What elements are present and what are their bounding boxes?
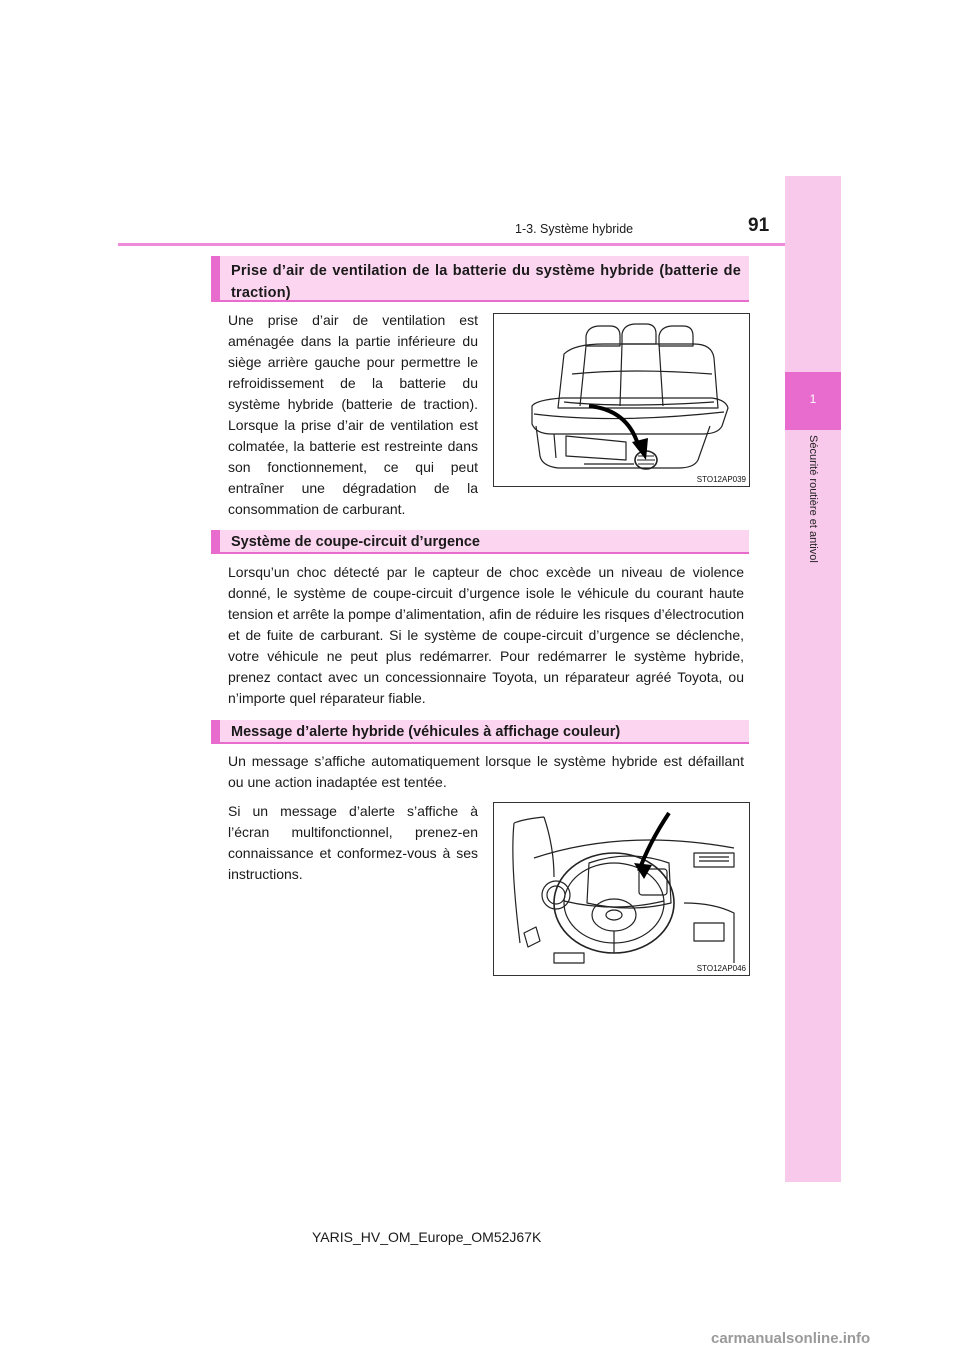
section-title: 1-3. Système hybride <box>515 222 634 236</box>
paragraph-hybrid-warning-1: Un message s’affiche automatiquement lorsque le système hybride est défaillant ou une action inadaptée est tentée. <box>228 753 744 790</box>
dashboard-illustration <box>494 803 749 975</box>
figure-rear-seat <box>493 313 750 487</box>
chapter-title: Sécurité routière et antivol <box>807 435 819 563</box>
figure-dashboard <box>493 802 750 976</box>
paragraph-emergency-cutoff: Lorsqu’un choc détecté par le capteur de choc excède un niveau de violence donné, le système de coupe-circuit d’urgence isole le véhicule du courant haute tension et arrête la pompe d’alimentation, afin de réduire les risques d’électrocution et de fuite de carburant. Si le système de coupe-circuit d’urgence se déclenche, votre véhicule ne peut plus redémarrer. Pour redémarrer le système hybride, prenez contact avec un concessionnaire Toyota, un réparateur agréé Toyota, ou n’importe quel réparateur fiable. <box>228 564 744 706</box>
watermark: carmanualsonline.info <box>711 1330 871 1347</box>
heading-hybrid-warning: Message d’alerte hybride (véhicules à affichage couleur) <box>211 720 749 744</box>
page-number: 91 <box>748 215 770 236</box>
chapter-number: 1 <box>809 392 817 406</box>
header-rule <box>118 243 785 246</box>
heading-ventilation-intake: Prise d’air de ventilation de la batterie du système hybride (batterie de traction) <box>211 256 749 302</box>
paragraph-ventilation: Une prise d’air de ventilation est aménagée dans la partie inférieure du siège arrière gauche pour permettre le refroidissement de la batterie du système hybride (batterie de traction). Lorsque la prise d’air de ventilation est colmatée, la batterie est restreinte dans son fonctionnement, ce qui peut entraîner une dégradation de la consommation de carburant. <box>228 312 478 517</box>
heading-emergency-cutoff: Système de coupe-circuit d’urgence <box>211 530 749 554</box>
figure-code: STO12AP039 <box>696 475 746 484</box>
figure-code: STO12AP046 <box>696 964 746 973</box>
document-footer: YARIS_HV_OM_Europe_OM52J67K <box>312 1229 542 1245</box>
paragraph-hybrid-warning-2: Si un message d’alerte s’affiche à l’écran multifonctionnel, prenez-en connaissance et conformez-vous à ses instructions. <box>228 803 478 882</box>
rear-seat-illustration <box>494 314 749 486</box>
